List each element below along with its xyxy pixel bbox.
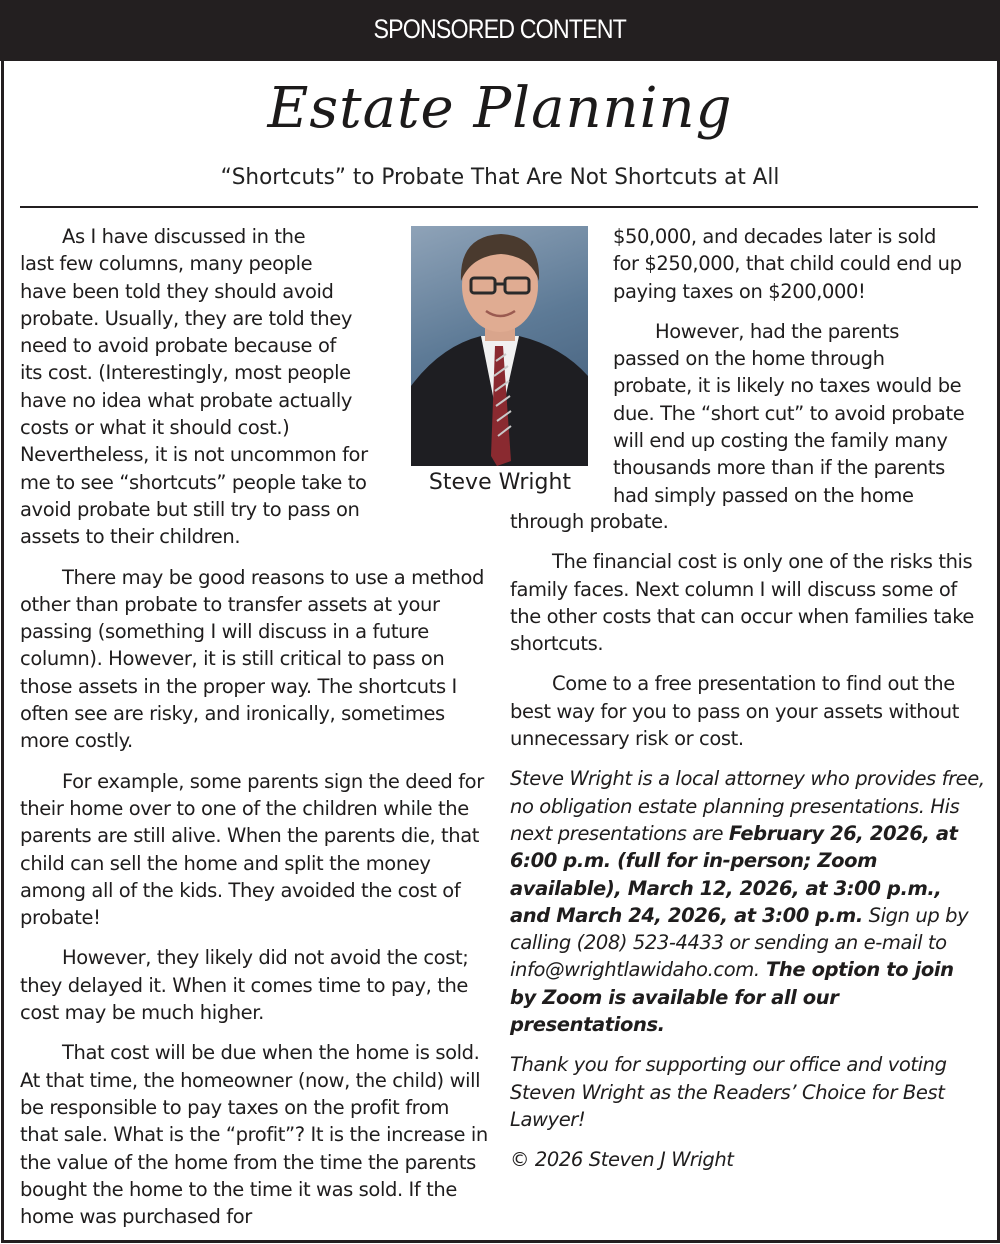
author-photo — [411, 226, 588, 466]
bio-signup[interactable]: Sign up by calling (208) 523-4433 or sending an e-mail to info@wrightlawidaho.com. — [510, 903, 969, 982]
line: need to avoid probate because of — [20, 334, 336, 358]
paragraph-profit: That cost will be due when the home is sold. At that time, the homeowner (now, the child) will be responsible to pay taxes on the profit from that sale. What is the “profit”? It is the increase in the value of the home from the time the parents bought the home to the time it was sold. If the home was purchased for — [20, 1041, 488, 1229]
line: costs or what it should cost.) — [20, 416, 290, 440]
paragraph-through-probate — [613, 318, 983, 509]
line: me to see “shortcuts” people take to — [20, 470, 367, 494]
paragraph-through-probate-end: through probate. — [510, 510, 669, 533]
paragraph-purchase-price — [613, 223, 983, 305]
paragraph-reasons: There may be good reasons to use a method other than probate to transfer assets at your passing (something I will discuss in a future column). However, it is still critical to pass on those assets in the proper way. The shortcuts I often see are risky, and ironically, sometimes more costly. — [20, 565, 485, 753]
sponsored-label: SPONSORED CONTENT — [373, 14, 627, 44]
paragraph-delayed-cost: However, they likely did not avoid the cost; they delayed it. When it comes time to pay, the cost may be much higher. — [20, 946, 469, 1025]
paragraph-financial-cost: The financial cost is only one of the risks this family faces. Next column I will discuss some of the other costs that can occur when families take shortcuts. — [510, 550, 975, 656]
portrait-icon — [411, 226, 588, 466]
line: paying taxes on $200,000! — [613, 279, 866, 303]
line: its cost. (Interestingly, most people — [20, 361, 351, 385]
right-column-bottom — [510, 508, 985, 1187]
paragraph-presentation: Come to a free presentation to find out the best way for you to pass on your assets without unnecessary risk or cost. — [510, 672, 959, 751]
article-title: Estate Planning — [267, 76, 733, 141]
author-bio — [510, 765, 985, 1038]
article-subtitle: “Shortcuts” to Probate That Are Not Shortcuts at All — [220, 165, 780, 190]
line: Nevertheless, it is not uncommon for — [20, 443, 368, 467]
right-column-top — [613, 223, 983, 522]
line: $50,000, and decades later is sold — [613, 225, 936, 248]
line: As I have discussed in the — [62, 225, 306, 248]
line: probate. Usually, they are told they — [20, 306, 352, 330]
line: had simply passed on the home — [613, 483, 914, 507]
line: avoid probate but still try to pass on — [20, 497, 360, 521]
thanks-note: Thank you for supporting our office and voting Steven Wright as the Readers’ Choice for Best Lawyer! — [510, 1053, 947, 1131]
line: due. The “short cut” to avoid probate — [613, 401, 965, 425]
bio-intro: Steve Wright is a local attorney who provides free, no obligation estate planning presentations. His next presentations are — [510, 767, 985, 845]
paragraph-example: For example, some parents sign the deed for their home over to one of the children while the parents are still alive. When the parents die, that child can sell the home and split the money among all of the kids. They avoided the cost of probate! — [20, 769, 484, 930]
line: thousands more than if the parents — [613, 456, 945, 480]
copyright: © 2026 Steven J Wright — [510, 1148, 734, 1172]
line: for $250,000, that child could end up — [613, 252, 962, 276]
header-divider — [20, 206, 978, 208]
line: However, had the parents — [655, 319, 900, 343]
bio-dates: February 26, 2026, at 6:00 p.m. (full for in-person; Zoom available), March 12, 2026, at 3:00 p.m., and March 24, 2026, at 3:00 p.m. — [510, 821, 958, 927]
bio-zoom-option: The option to join by Zoom is available for all our presentations. — [510, 958, 954, 1037]
photo-caption: Steve Wright — [428, 470, 572, 495]
line: have no idea what probate actually — [20, 388, 353, 412]
line: passed on the home through — [613, 347, 885, 371]
line: probate, it is likely no taxes would be — [613, 374, 962, 398]
line: assets to their children. — [20, 525, 241, 549]
line: will end up costing the family many — [613, 429, 948, 453]
line: last few columns, many people — [20, 252, 313, 276]
sponsored-banner — [0, 0, 1000, 61]
line: have been told they should avoid — [20, 279, 334, 303]
